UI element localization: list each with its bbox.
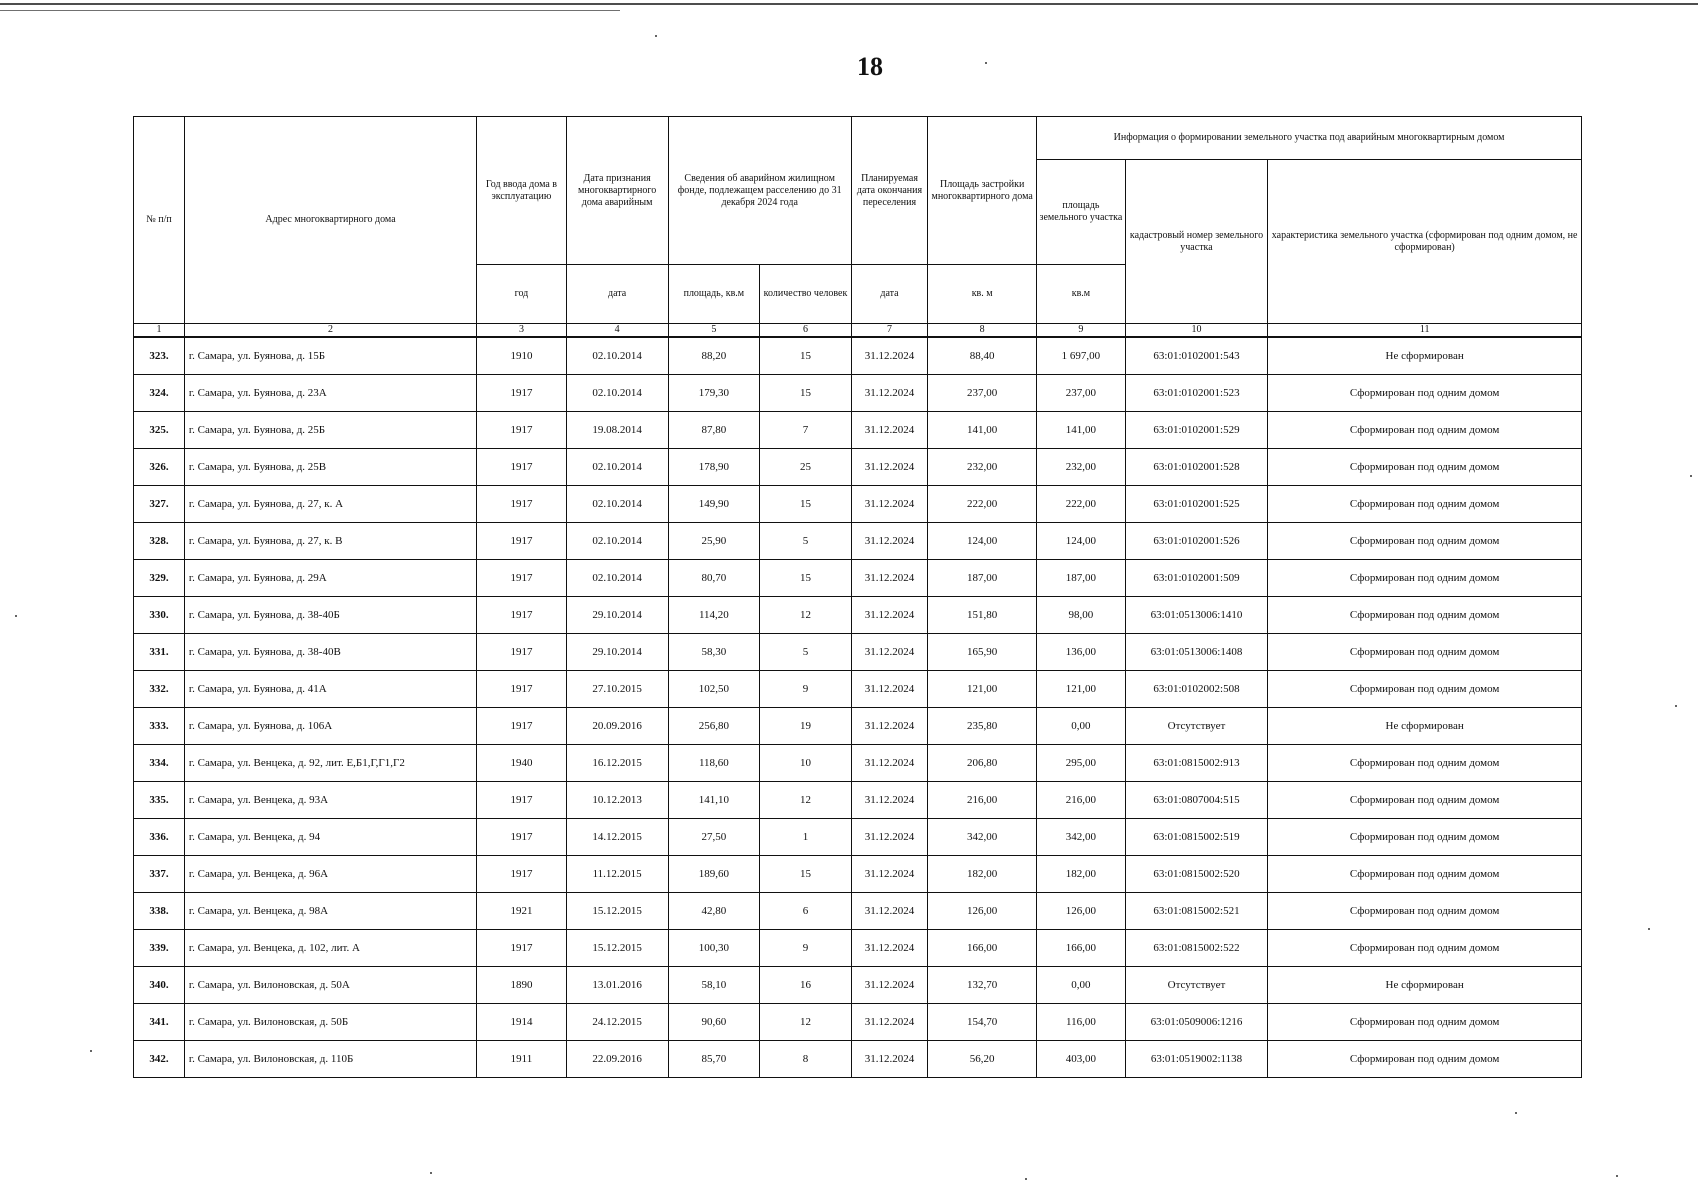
row-index: 329. (134, 560, 185, 597)
row-area: 90,60 (668, 1004, 760, 1041)
row-building-area: 222,00 (928, 486, 1037, 523)
row-year: 1917 (477, 819, 567, 856)
scan-speck (1690, 475, 1692, 477)
row-planned-date: 31.12.2024 (851, 597, 927, 634)
scan-speck (1616, 1175, 1618, 1177)
table-row (134, 1041, 1582, 1078)
row-address: г. Самара, ул. Буянова, д. 25Б (184, 412, 476, 449)
row-date-recognized: 02.10.2014 (566, 486, 668, 523)
row-cadastral: 63:01:0102001:529 (1125, 412, 1268, 449)
row-land-area: 166,00 (1037, 930, 1126, 967)
row-area: 102,50 (668, 671, 760, 708)
table-body (134, 337, 1582, 1078)
row-index: 330. (134, 597, 185, 634)
row-date-recognized: 16.12.2015 (566, 745, 668, 782)
header-date-recognized: Дата признания многоквартирного дома аварийным (566, 117, 668, 265)
row-address: г. Самара, ул. Буянова, д. 38-40Б (184, 597, 476, 634)
table-row (134, 337, 1582, 375)
row-planned-date: 31.12.2024 (851, 708, 927, 745)
row-land-area: 136,00 (1037, 634, 1126, 671)
row-address: г. Самара, ул. Венцека, д. 92, лит. Е,Б1,Г,Г1,Г2 (184, 745, 476, 782)
row-index: 334. (134, 745, 185, 782)
row-date-recognized: 10.12.2013 (566, 782, 668, 819)
row-land-area: 126,00 (1037, 893, 1126, 930)
row-cadastral: 63:01:0513006:1410 (1125, 597, 1268, 634)
row-address: г. Самара, ул. Буянова, д. 106А (184, 708, 476, 745)
row-cadastral: 63:01:0102001:523 (1125, 375, 1268, 412)
unit-people: количество человек (760, 265, 852, 324)
row-building-area: 88,40 (928, 337, 1037, 375)
row-area: 141,10 (668, 782, 760, 819)
row-area: 27,50 (668, 819, 760, 856)
unit-building-sqm: кв. м (928, 265, 1037, 324)
row-land-status: Сформирован под одним домом (1268, 671, 1582, 708)
row-address: г. Самара, ул. Вилоновская, д. 50Б (184, 1004, 476, 1041)
scan-speck (655, 35, 657, 37)
row-index: 326. (134, 449, 185, 486)
row-land-status: Сформирован под одним домом (1268, 893, 1582, 930)
table-row (134, 560, 1582, 597)
row-address: г. Самара, ул. Венцека, д. 98А (184, 893, 476, 930)
header-building-area: Площадь застройки многоквартирного дома (928, 117, 1037, 265)
row-land-area: 182,00 (1037, 856, 1126, 893)
row-building-area: 141,00 (928, 412, 1037, 449)
row-planned-date: 31.12.2024 (851, 930, 927, 967)
row-address: г. Самара, ул. Буянова, д. 27, к. А (184, 486, 476, 523)
row-area: 42,80 (668, 893, 760, 930)
row-date-recognized: 20.09.2016 (566, 708, 668, 745)
row-land-status: Сформирован под одним домом (1268, 1004, 1582, 1041)
row-area: 118,60 (668, 745, 760, 782)
row-index: 325. (134, 412, 185, 449)
row-people: 15 (760, 560, 852, 597)
row-land-area: 295,00 (1037, 745, 1126, 782)
row-land-status: Не сформирован (1268, 337, 1582, 375)
row-address: г. Самара, ул. Буянова, д. 23А (184, 375, 476, 412)
row-cadastral: 63:01:0102001:509 (1125, 560, 1268, 597)
row-date-recognized: 02.10.2014 (566, 523, 668, 560)
row-land-area: 124,00 (1037, 523, 1126, 560)
table-row (134, 745, 1582, 782)
row-date-recognized: 14.12.2015 (566, 819, 668, 856)
row-people: 12 (760, 597, 852, 634)
header-land-area: площадь земельного участка (1037, 160, 1126, 265)
row-cadastral: 63:01:0519002:1138 (1125, 1041, 1268, 1078)
row-index: 327. (134, 486, 185, 523)
row-cadastral: 63:01:0815002:521 (1125, 893, 1268, 930)
row-index: 337. (134, 856, 185, 893)
row-building-area: 216,00 (928, 782, 1037, 819)
column-number: 7 (851, 324, 927, 338)
row-land-area: 98,00 (1037, 597, 1126, 634)
column-number: 1 (134, 324, 185, 338)
row-people: 7 (760, 412, 852, 449)
row-index: 331. (134, 634, 185, 671)
row-people: 25 (760, 449, 852, 486)
header-fund-info: Сведения об аварийном жилищном фонде, подлежащем расселению до 31 декабря 2024 года (668, 117, 851, 265)
row-date-recognized: 29.10.2014 (566, 597, 668, 634)
row-land-status: Сформирован под одним домом (1268, 560, 1582, 597)
row-land-area: 342,00 (1037, 819, 1126, 856)
row-area: 256,80 (668, 708, 760, 745)
row-address: г. Самара, ул. Вилоновская, д. 110Б (184, 1041, 476, 1078)
row-land-area: 116,00 (1037, 1004, 1126, 1041)
unit-planned-date: дата (851, 265, 927, 324)
row-area: 149,90 (668, 486, 760, 523)
header-num: № п/п (134, 117, 185, 324)
row-year: 1911 (477, 1041, 567, 1078)
row-date-recognized: 02.10.2014 (566, 375, 668, 412)
row-people: 5 (760, 634, 852, 671)
row-building-area: 232,00 (928, 449, 1037, 486)
row-land-status: Сформирован под одним домом (1268, 523, 1582, 560)
row-cadastral: Отсутствует (1125, 708, 1268, 745)
row-planned-date: 31.12.2024 (851, 745, 927, 782)
row-index: 336. (134, 819, 185, 856)
row-land-status: Сформирован под одним домом (1268, 412, 1582, 449)
row-year: 1917 (477, 671, 567, 708)
row-year: 1917 (477, 597, 567, 634)
row-building-area: 187,00 (928, 560, 1037, 597)
row-area: 25,90 (668, 523, 760, 560)
row-building-area: 182,00 (928, 856, 1037, 893)
row-land-area: 216,00 (1037, 782, 1126, 819)
row-people: 10 (760, 745, 852, 782)
header-year-commissioned: Год ввода дома в эксплуатацию (477, 117, 567, 265)
column-number: 6 (760, 324, 852, 338)
column-number-row (134, 324, 1582, 338)
unit-area: площадь, кв.м (668, 265, 760, 324)
row-people: 16 (760, 967, 852, 1004)
row-date-recognized: 02.10.2014 (566, 337, 668, 375)
row-planned-date: 31.12.2024 (851, 449, 927, 486)
row-cadastral: 63:01:0102001:528 (1125, 449, 1268, 486)
row-year: 1940 (477, 745, 567, 782)
row-land-status: Сформирован под одним домом (1268, 819, 1582, 856)
row-date-recognized: 15.12.2015 (566, 893, 668, 930)
row-address: г. Самара, ул. Буянова, д. 25В (184, 449, 476, 486)
row-date-recognized: 27.10.2015 (566, 671, 668, 708)
row-building-area: 342,00 (928, 819, 1037, 856)
row-people: 12 (760, 782, 852, 819)
row-people: 9 (760, 671, 852, 708)
row-cadastral: Отсутствует (1125, 967, 1268, 1004)
row-index: 323. (134, 337, 185, 375)
row-area: 58,30 (668, 634, 760, 671)
row-index: 341. (134, 1004, 185, 1041)
row-land-area: 403,00 (1037, 1041, 1126, 1078)
row-index: 338. (134, 893, 185, 930)
row-people: 15 (760, 375, 852, 412)
row-date-recognized: 22.09.2016 (566, 1041, 668, 1078)
row-date-recognized: 29.10.2014 (566, 634, 668, 671)
table-row (134, 856, 1582, 893)
row-address: г. Самара, ул. Буянова, д. 27, к. В (184, 523, 476, 560)
row-area: 179,30 (668, 375, 760, 412)
row-planned-date: 31.12.2024 (851, 856, 927, 893)
row-people: 5 (760, 523, 852, 560)
row-land-status: Сформирован под одним домом (1268, 634, 1582, 671)
row-land-area: 232,00 (1037, 449, 1126, 486)
scan-border-line (0, 3, 1698, 5)
row-land-status: Сформирован под одним домом (1268, 745, 1582, 782)
row-cadastral: 63:01:0509006:1216 (1125, 1004, 1268, 1041)
row-planned-date: 31.12.2024 (851, 375, 927, 412)
row-cadastral: 63:01:0102001:526 (1125, 523, 1268, 560)
table-row (134, 671, 1582, 708)
table-row (134, 486, 1582, 523)
row-building-area: 154,70 (928, 1004, 1037, 1041)
row-year: 1910 (477, 337, 567, 375)
row-planned-date: 31.12.2024 (851, 486, 927, 523)
row-people: 15 (760, 486, 852, 523)
row-building-area: 151,80 (928, 597, 1037, 634)
scan-speck (985, 62, 987, 64)
row-area: 100,30 (668, 930, 760, 967)
row-planned-date: 31.12.2024 (851, 1004, 927, 1041)
header-land-characteristic: характеристика земельного участка (сформирован под одним домом, не сформирован) (1268, 160, 1582, 324)
row-area: 58,10 (668, 967, 760, 1004)
scan-speck (1515, 1112, 1517, 1114)
row-people: 1 (760, 819, 852, 856)
row-date-recognized: 11.12.2015 (566, 856, 668, 893)
row-people: 19 (760, 708, 852, 745)
row-planned-date: 31.12.2024 (851, 560, 927, 597)
row-year: 1917 (477, 375, 567, 412)
row-building-area: 121,00 (928, 671, 1037, 708)
row-year: 1917 (477, 708, 567, 745)
row-address: г. Самара, ул. Буянова, д. 29А (184, 560, 476, 597)
row-cadastral: 63:01:0102001:525 (1125, 486, 1268, 523)
scan-speck (90, 1050, 92, 1052)
emergency-housing-table (133, 116, 1582, 1078)
row-planned-date: 31.12.2024 (851, 819, 927, 856)
row-cadastral: 63:01:0513006:1408 (1125, 634, 1268, 671)
row-cadastral: 63:01:0102002:508 (1125, 671, 1268, 708)
row-cadastral: 63:01:0815002:913 (1125, 745, 1268, 782)
row-year: 1890 (477, 967, 567, 1004)
row-land-area: 237,00 (1037, 375, 1126, 412)
row-date-recognized: 02.10.2014 (566, 449, 668, 486)
row-people: 6 (760, 893, 852, 930)
row-land-status: Сформирован под одним домом (1268, 930, 1582, 967)
row-land-area: 222,00 (1037, 486, 1126, 523)
row-date-recognized: 02.10.2014 (566, 560, 668, 597)
column-number: 2 (184, 324, 476, 338)
row-building-area: 165,90 (928, 634, 1037, 671)
scan-speck (15, 615, 17, 617)
row-cadastral: 63:01:0815002:522 (1125, 930, 1268, 967)
row-address: г. Самара, ул. Венцека, д. 102, лит. А (184, 930, 476, 967)
row-land-area: 0,00 (1037, 967, 1126, 1004)
row-people: 9 (760, 930, 852, 967)
unit-date: дата (566, 265, 668, 324)
row-cadastral: 63:01:0807004:515 (1125, 782, 1268, 819)
row-year: 1917 (477, 560, 567, 597)
row-date-recognized: 19.08.2014 (566, 412, 668, 449)
row-land-status: Сформирован под одним домом (1268, 486, 1582, 523)
row-cadastral: 63:01:0102001:543 (1125, 337, 1268, 375)
row-planned-date: 31.12.2024 (851, 634, 927, 671)
row-cadastral: 63:01:0815002:519 (1125, 819, 1268, 856)
header-planned-date: Планируемая дата окончания переселения (851, 117, 927, 265)
row-address: г. Самара, ул. Буянова, д. 41А (184, 671, 476, 708)
table-row (134, 782, 1582, 819)
row-address: г. Самара, ул. Буянова, д. 38-40В (184, 634, 476, 671)
row-index: 339. (134, 930, 185, 967)
row-land-status: Сформирован под одним домом (1268, 375, 1582, 412)
table-row (134, 449, 1582, 486)
row-year: 1917 (477, 856, 567, 893)
table-row (134, 634, 1582, 671)
row-land-status: Сформирован под одним домом (1268, 449, 1582, 486)
unit-year: год (477, 265, 567, 324)
row-address: г. Самара, ул. Венцека, д. 94 (184, 819, 476, 856)
row-land-status: Сформирован под одним домом (1268, 597, 1582, 634)
row-address: г. Самара, ул. Венцека, д. 96А (184, 856, 476, 893)
row-year: 1914 (477, 1004, 567, 1041)
header-cadastral: кадастровый номер земельного участка (1125, 160, 1268, 324)
row-planned-date: 31.12.2024 (851, 523, 927, 560)
row-planned-date: 31.12.2024 (851, 412, 927, 449)
row-building-area: 132,70 (928, 967, 1037, 1004)
row-building-area: 126,00 (928, 893, 1037, 930)
column-number: 4 (566, 324, 668, 338)
row-land-status: Не сформирован (1268, 708, 1582, 745)
row-year: 1921 (477, 893, 567, 930)
scan-speck (1675, 705, 1677, 707)
row-area: 80,70 (668, 560, 760, 597)
row-people: 8 (760, 1041, 852, 1078)
row-building-area: 235,80 (928, 708, 1037, 745)
table-row (134, 412, 1582, 449)
row-building-area: 56,20 (928, 1041, 1037, 1078)
row-land-area: 1 697,00 (1037, 337, 1126, 375)
row-cadastral: 63:01:0815002:520 (1125, 856, 1268, 893)
row-year: 1917 (477, 449, 567, 486)
table-row (134, 893, 1582, 930)
row-planned-date: 31.12.2024 (851, 1041, 927, 1078)
row-building-area: 166,00 (928, 930, 1037, 967)
row-year: 1917 (477, 634, 567, 671)
row-land-status: Сформирован под одним домом (1268, 782, 1582, 819)
row-people: 15 (760, 337, 852, 375)
column-number: 11 (1268, 324, 1582, 338)
row-people: 15 (760, 856, 852, 893)
row-year: 1917 (477, 782, 567, 819)
table-row (134, 375, 1582, 412)
table-row (134, 967, 1582, 1004)
row-index: 333. (134, 708, 185, 745)
row-land-status: Сформирован под одним домом (1268, 856, 1582, 893)
row-area: 88,20 (668, 337, 760, 375)
row-year: 1917 (477, 523, 567, 560)
column-number: 9 (1037, 324, 1126, 338)
table-row (134, 708, 1582, 745)
row-land-area: 0,00 (1037, 708, 1126, 745)
row-address: г. Самара, ул. Венцека, д. 93А (184, 782, 476, 819)
row-date-recognized: 24.12.2015 (566, 1004, 668, 1041)
row-land-area: 187,00 (1037, 560, 1126, 597)
row-building-area: 237,00 (928, 375, 1037, 412)
row-date-recognized: 13.01.2016 (566, 967, 668, 1004)
column-number: 3 (477, 324, 567, 338)
row-year: 1917 (477, 412, 567, 449)
row-area: 189,60 (668, 856, 760, 893)
row-building-area: 124,00 (928, 523, 1037, 560)
row-planned-date: 31.12.2024 (851, 671, 927, 708)
row-building-area: 206,80 (928, 745, 1037, 782)
column-number: 8 (928, 324, 1037, 338)
row-date-recognized: 15.12.2015 (566, 930, 668, 967)
column-number: 5 (668, 324, 760, 338)
scan-speck (1648, 928, 1650, 930)
row-land-area: 121,00 (1037, 671, 1126, 708)
row-planned-date: 31.12.2024 (851, 782, 927, 819)
row-planned-date: 31.12.2024 (851, 967, 927, 1004)
row-area: 87,80 (668, 412, 760, 449)
header-address: Адрес многоквартирного дома (184, 117, 476, 324)
row-area: 114,20 (668, 597, 760, 634)
row-year: 1917 (477, 930, 567, 967)
table-row (134, 523, 1582, 560)
header-land-info: Информация о формировании земельного участка под аварийным многоквартирным домом (1037, 117, 1582, 160)
scan-speck (1025, 1178, 1027, 1180)
table-row (134, 930, 1582, 967)
row-area: 85,70 (668, 1041, 760, 1078)
row-index: 342. (134, 1041, 185, 1078)
row-address: г. Самара, ул. Вилоновская, д. 50А (184, 967, 476, 1004)
row-land-area: 141,00 (1037, 412, 1126, 449)
unit-land-sqm: кв.м (1037, 265, 1126, 324)
column-number: 10 (1125, 324, 1268, 338)
row-land-status: Сформирован под одним домом (1268, 1041, 1582, 1078)
page-number: 18 (857, 52, 883, 81)
row-people: 12 (760, 1004, 852, 1041)
row-planned-date: 31.12.2024 (851, 893, 927, 930)
table-row (134, 1004, 1582, 1041)
table-row (134, 597, 1582, 634)
row-area: 178,90 (668, 449, 760, 486)
row-year: 1917 (477, 486, 567, 523)
scan-border-line (0, 10, 620, 11)
row-index: 324. (134, 375, 185, 412)
table-row (134, 819, 1582, 856)
row-land-status: Не сформирован (1268, 967, 1582, 1004)
row-index: 335. (134, 782, 185, 819)
row-index: 328. (134, 523, 185, 560)
row-address: г. Самара, ул. Буянова, д. 15Б (184, 337, 476, 375)
row-planned-date: 31.12.2024 (851, 337, 927, 375)
row-index: 332. (134, 671, 185, 708)
row-index: 340. (134, 967, 185, 1004)
scan-speck (430, 1172, 432, 1174)
